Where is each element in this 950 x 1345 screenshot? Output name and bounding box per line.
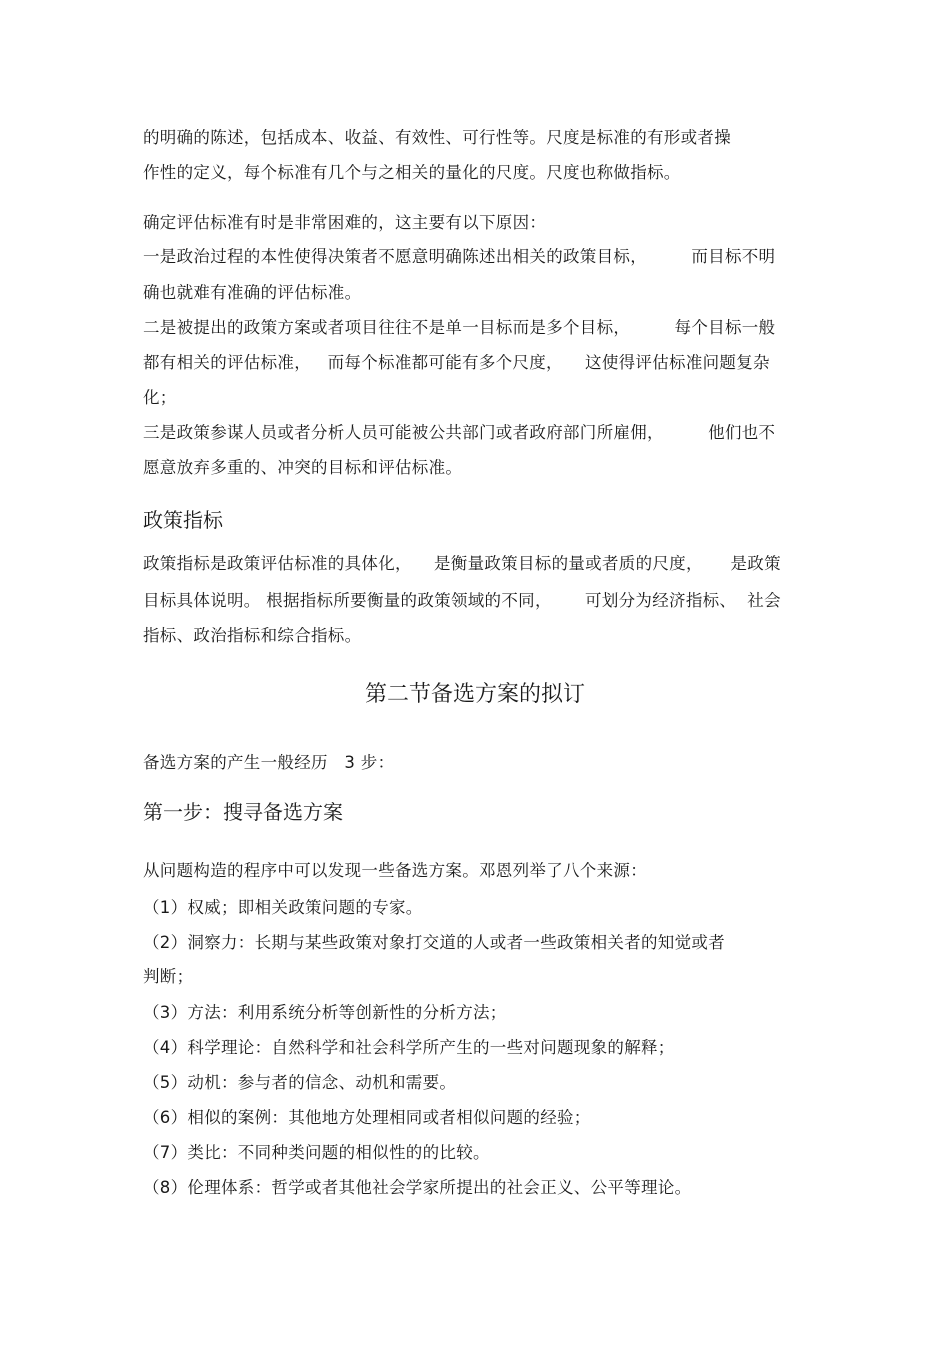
intro-text-line: 作性的定义，每个标准有几个与之相关的量化的尺度。尺度也称做指标。 — [143, 163, 681, 182]
source-item: （5）动机：参与者的信念、动机和需要。 — [143, 1073, 457, 1092]
source-item: （4）科学理论：自然科学和社会科学所产生的一些对问题现象的解释； — [143, 1038, 675, 1057]
source-item-continuation: 判断； — [143, 967, 194, 986]
indicators-text-line: 政策指标是政策评估标准的具体化， 是衡量政策目标的量或者质的尺度， 是政策 — [143, 554, 781, 573]
sources-intro: 从问题构造的程序中可以发现一些备选方案。邓恩列举了八个来源： — [143, 861, 647, 880]
reason-one-line: 一是政治过程的本性使得决策者不愿意明确陈述出相关的政策目标， 而目标不明 — [143, 247, 776, 266]
section-title: 第二节备选方案的拟订 — [364, 682, 585, 707]
source-item: （2）洞察力：长期与某些政策对象打交道的人或者一些政策相关者的知觉或者 — [143, 933, 725, 952]
indicators-text-line: 指标、政治指标和综合指标。 — [143, 626, 362, 645]
reason-two-line: 化； — [143, 388, 177, 407]
indicators-text-line: 目标具体说明。 根据指标所要衡量的政策领域的不同， 可划分为经济指标、 社会 — [143, 591, 781, 610]
step-one-heading: 第一步：搜寻备选方案 — [143, 800, 343, 824]
reason-three-line: 三是政策参谋人员或者分析人员可能被公共部门或者政府部门所雇佣， 他们也不 — [143, 423, 776, 442]
source-item: （3）方法：利用系统分析等创新性的分析方法； — [143, 1003, 507, 1022]
indicators-heading: 政策指标 — [143, 508, 223, 532]
source-item: （7）类比：不同种类问题的相似性的的比较。 — [143, 1143, 490, 1162]
source-item: （1）权威；即相关政策问题的专家。 — [143, 898, 423, 917]
reason-one-line: 确也就难有准确的评估标准。 — [143, 283, 362, 302]
reason-two-line: 都有相关的评估标准， 而每个标准都可能有多个尺度， 这使得评估标准问题复杂 — [143, 353, 770, 372]
reason-two-line: 二是被提出的政策方案或者项目往往不是单一目标而是多个目标， 每个目标一般 — [143, 318, 776, 337]
source-item: （8）伦理体系：哲学或者其他社会学家所提出的社会正义、公平等理论。 — [143, 1178, 692, 1197]
steps-intro: 备选方案的产生一般经历 3 步： — [143, 753, 395, 772]
source-item: （6）相似的案例：其他地方处理相同或者相似问题的经验； — [143, 1108, 591, 1127]
intro-text-line: 的明确的陈述，包括成本、收益、有效性、可行性等。尺度是标准的有形或者操 — [143, 128, 731, 147]
reason-three-line: 愿意放弃多重的、冲突的目标和评估标准。 — [143, 458, 463, 477]
difficulty-lead: 确定评估标准有时是非常困难的，这主要有以下原因： — [143, 213, 547, 232]
